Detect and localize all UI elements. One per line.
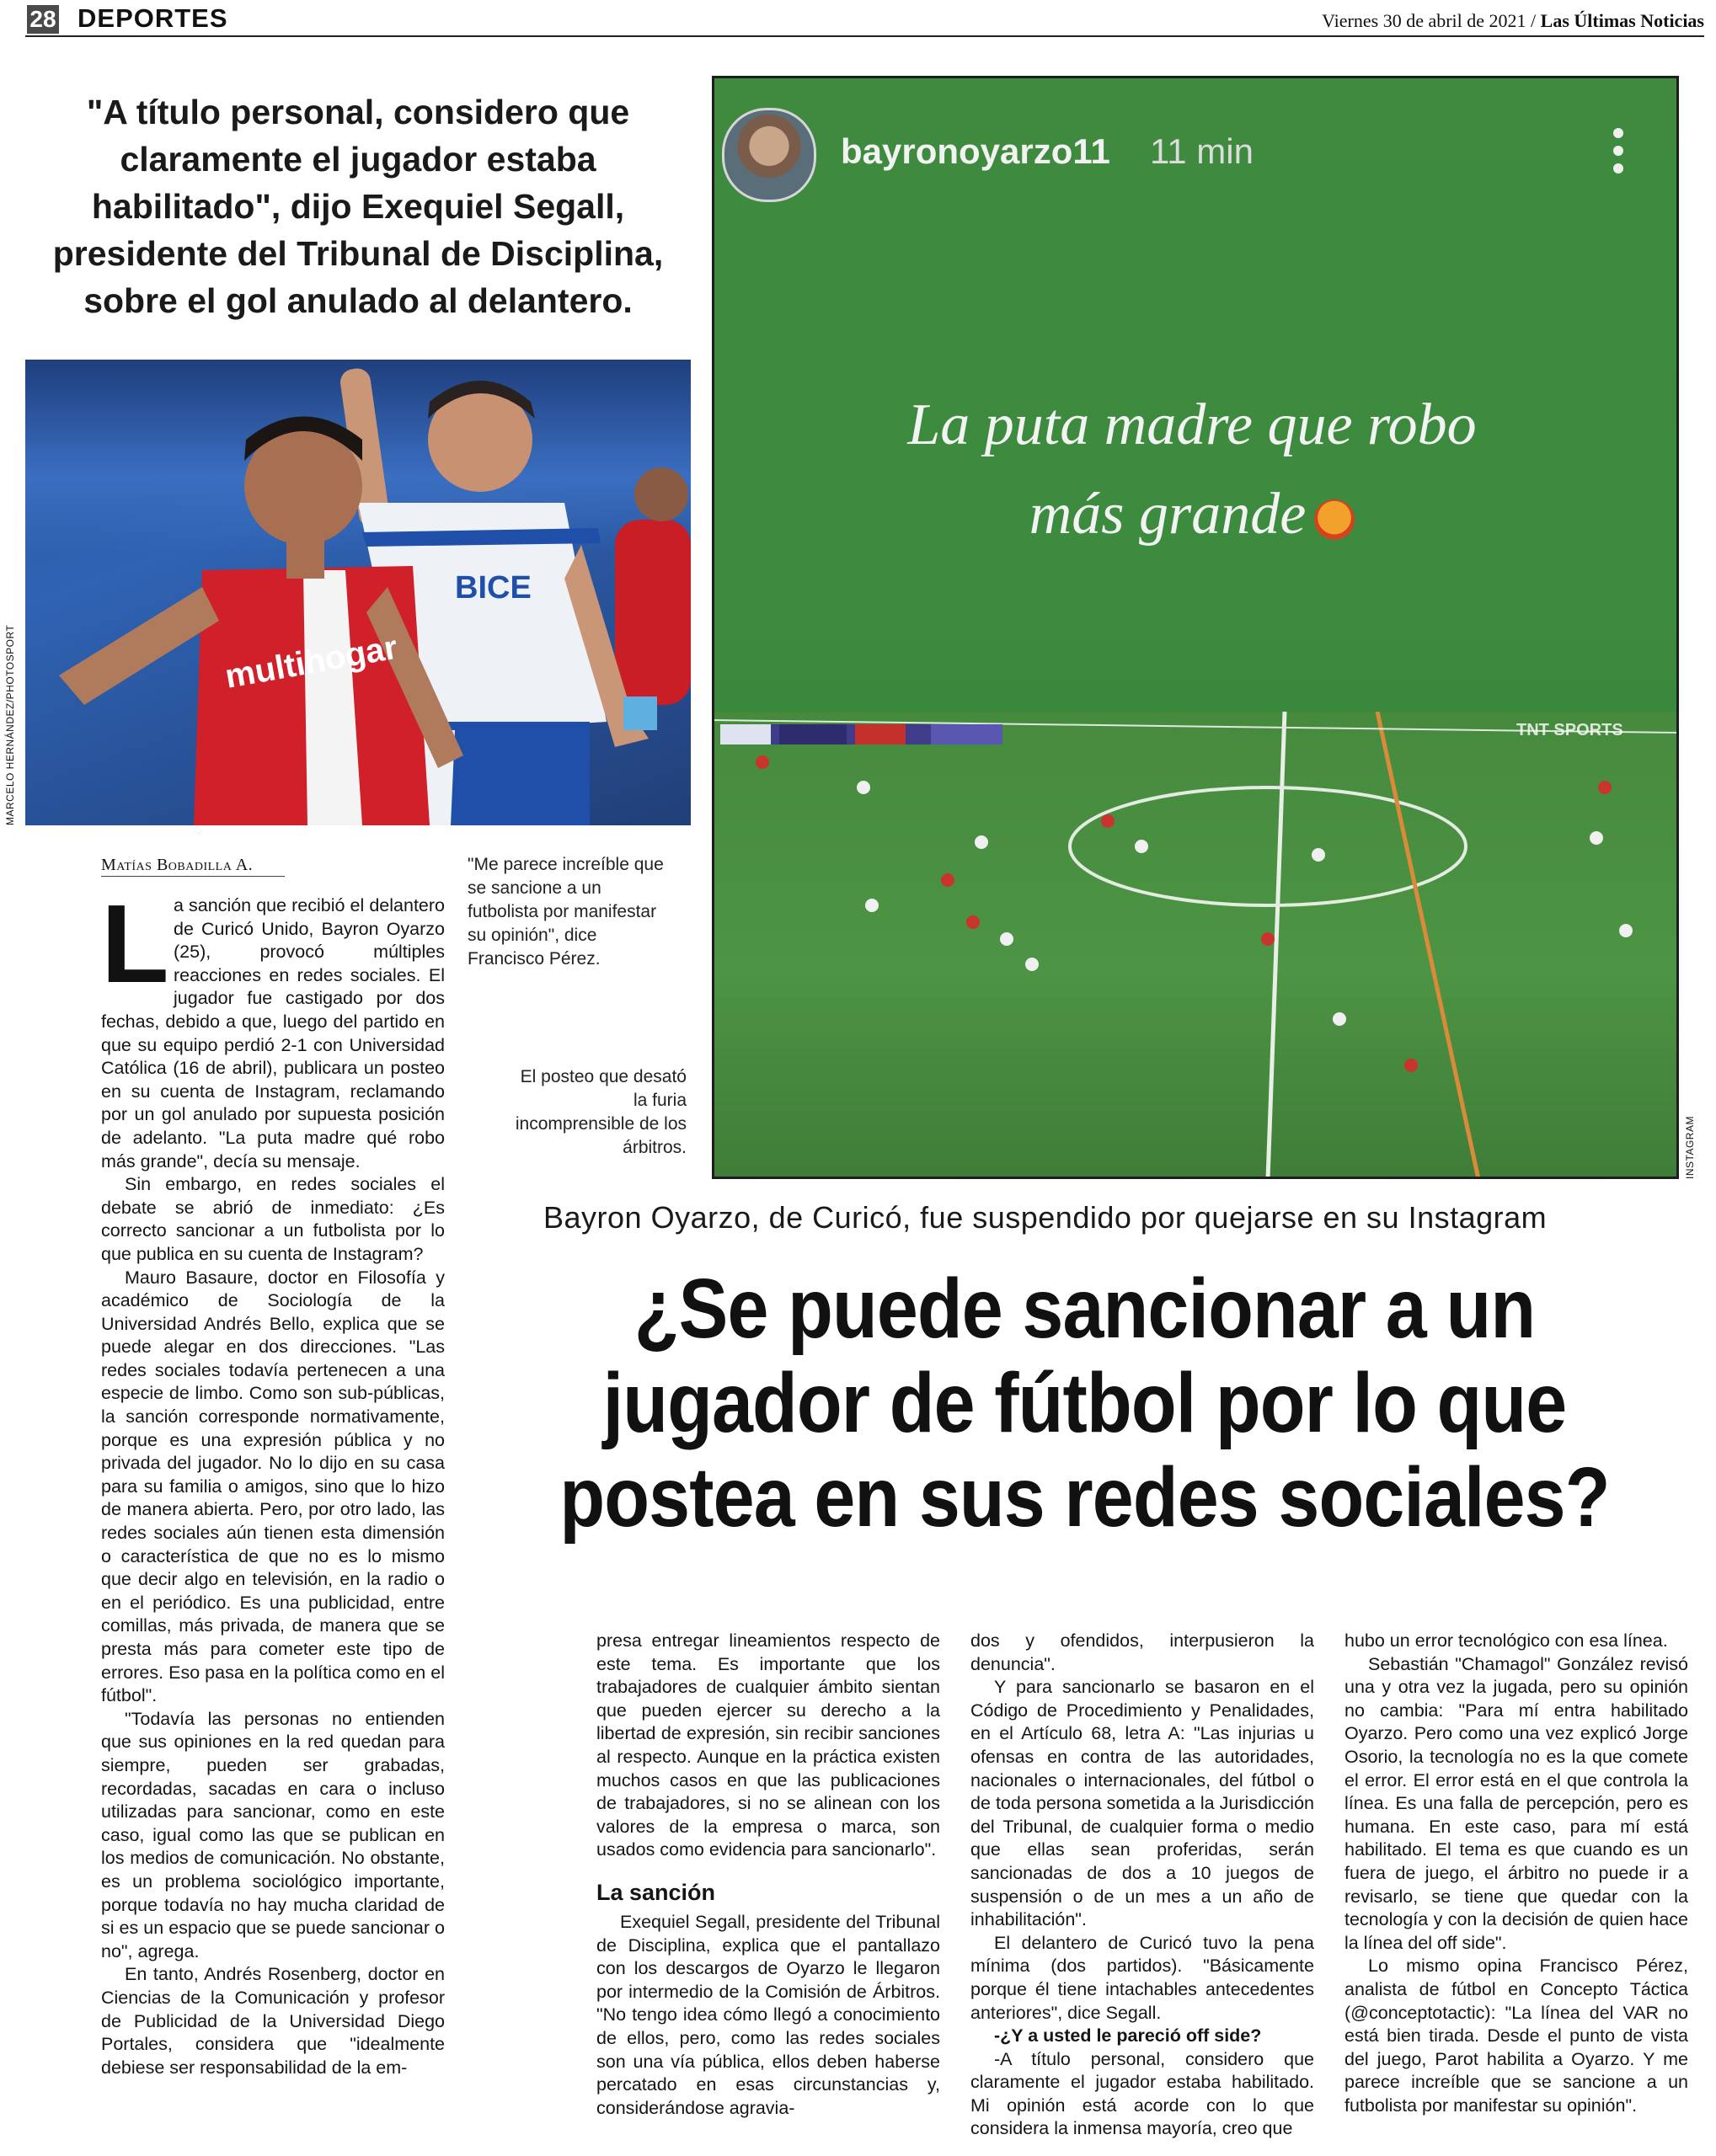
article-paragraph: -A título personal, considero que claramente el jugador estaba habilitado. Mi opinión está acorde con lo que considera la inmensa mayoría, creo que (970, 2048, 1314, 2139)
jersey-sponsor-left: multihogar (222, 628, 401, 696)
article-paragraph: dos y ofendidos, interpusieron la denuncia". (970, 1630, 1314, 1674)
match-photo (25, 360, 691, 825)
section-title: DEPORTES (78, 3, 228, 33)
byline-rule (101, 876, 285, 877)
headline: ¿Se puede sancionar a un jugador de fútbol por lo que postea en sus redes sociales? (559, 1262, 1610, 1545)
issue-date: Viernes 30 de abril de 2021 (1322, 10, 1526, 31)
byline: Matías Bobadilla A. (101, 856, 254, 874)
jersey-sponsor-right: BICE (455, 570, 532, 606)
article-column-2 (596, 1630, 940, 2120)
deck: Bayron Oyarzo, de Curicó, fue suspendido por quejarse en su Instagram (543, 1200, 1548, 1235)
article-paragraph: "Todavía las personas no entienden que sus opiniones en la red quedan para siempre, pueden ser grabadas, recordadas, sacadas en cara o incluso utilizadas para sancionar, como en este caso, igual como las que se publican en los medios de comunicación. No obstante, es un problema sociológico importante, porque todavía no hay mucha claridad de si es un espacio que se puede sancionar o no", agrega. (101, 1708, 445, 1961)
players-illustration (25, 360, 691, 825)
article-paragraph: Exequiel Segall, presidente del Tribunal de Disciplina, explica que el pantallazo con los descargos de Oyarzo le llegaron por intermedio de la Comisión de Árbitros. "No tengo idea cómo llegó a conocimiento de ellos, pero, como las redes sociales son una vía pública, ellos deben haberse percatado en esas circunstancias y, considerándose agravia- (596, 1911, 940, 2118)
article-paragraph: Lo mismo opina Francisco Pérez, analista de fútbol en Concepto Táctica (@conceptotactic): "La línea del VAR no está bien tirada. Desde el punto de vista del juego, Parot habilita a Oyarzo. Y me parece increíble que se sancione a un futbolista por manifestar su opinión". (1344, 1956, 1688, 2116)
article-paragraph: Mauro Basaure, doctor en Filosofía y académico de Sociología de la Universidad Andrés Bello, explica que se puede alegar en dos direcciones. "Las redes sociales todavía pertenecen a una especie de limbo. Como son sub-públicas, la sanción corresponde normativamente, porque es una expresión pública y no privada del jugador. No lo dijo en su casa para su familia o amigos, sino que lo hizo de manera abierta. Pero, por otro lado, las redes sociales aún tienen esta dimensión o característica de que no es lo mismo que decir algo en televisión, en la radio o en el periódico. Es una publicidad, entre comillas, más privada, de manera que se presta más para cometer este tipo de errores. Eso pasa en la política como en el fútbol". (101, 1267, 445, 1706)
post-time: 11 min (1150, 131, 1254, 171)
article-paragraph: Sin embargo, en redes sociales el debate se abrió de inmediato: ¿Es correcto sancionar a un futbolista por lo que publica en su cuenta de Instagram? (101, 1174, 445, 1264)
article-paragraph: presa entregar lineamientos respecto de este tema. Es importante que los trabajadores de cualquier ámbito sientan que pueden ejercer su derecho a la libertad de expresión, sin recibir sanciones al respecto. Aunque en la práctica existen muchos casos en que las publicaciones de trabajadores, si no se alinean con los valores de la empresa o marca, son usados como evidencia para sancionarlo". (596, 1630, 940, 1860)
pull-quote: "A título personal, considero que claramente el jugador estaba habilitado", dijo Exequiel Segall, presidente del Tribunal de Disciplina, sobre el gol anulado al delantero. (52, 93, 664, 320)
instagram-story-screenshot (712, 76, 1679, 1179)
article-paragraph: En tanto, Andrés Rosenberg, doctor en Ciencias de la Comunicación y profesor de Publicidad de la Universidad Diego Portales, considera que "idealmente debiese ser responsabilidad de la em- (101, 1964, 445, 2078)
article-column-4 (1344, 1630, 1688, 2117)
article-column-3 (970, 1630, 1314, 2141)
tv-channel-logo: TNT SPORTS (1516, 721, 1623, 739)
article-paragraph: Sebastián "Chamagol" González revisó una y otra vez la jugada, pero su opinión no cambia: "Para mí entra habilitado Oyarzo. Pero como una vez explicó Jorge Osorio, la tecnología no es la que comete el error. El error está en el que controla la línea. Es una falla de percepción, pero es humana. En este caso, para mí está habilitado. El tema es que cuando es un fuera de juego, el árbitro no puede ir a revisarlo, se tiene que quedar con la tecnología y con la decisión de quien hace la línea del off side". (1344, 1653, 1688, 1953)
article-column-1 (101, 882, 445, 2079)
article-paragraph: Y para sancionarlo se basaron en el Código de Procedimiento y Penalidades, en el Artículo 68, letra A: "Las injurias u ofensas en contra de las autoridades, nacionales o internacionales, del fútbol o de toda persona sometida a la Jurisdicción del Tribunal, de cualquier forma o medio que ellas sean proferidas, serán sancionadas de dos a 10 juegos de suspensión o de un mes a un año de inhabilitación". (970, 1677, 1314, 1930)
interview-question: -¿Y a usted le pareció off side? (994, 2025, 1262, 2047)
dateline (1322, 8, 1704, 34)
date-separator: / (1531, 10, 1537, 31)
instagram-caption: El posteo que desató la furia incomprensible de los árbitros. (515, 1067, 687, 1157)
photo-caption-quote: "Me parece increíble que se sancione a un futbolista por manifestar su opinión", dice Francisco Pérez. (468, 855, 664, 969)
page-number: 28 (27, 5, 59, 34)
subheading: La sanción (596, 1879, 716, 1905)
article-paragraph: a sanción que recibió el delantero de Curicó Unido, Bayron Oyarzo (25), provocó múltiples reacciones en redes sociales. El jugador fue castigado por dos fechas, debido a que, luego del partido en que su equipo perdió 2-1 con Universidad Católica (16 de abril), publicara un posteo en su cuenta de Instagram, reclamando por un gol anulado por supuesta posición de adelanto. "La puta madre qué robo más grande", decía su mensaje. (101, 895, 445, 1171)
header-rule (25, 35, 1704, 37)
drop-cap: L (101, 882, 169, 1006)
article-paragraph: El delantero de Curicó tuvo la pena mínima (dos partidos). "Básicamente porque él tiene intachables antecedentes anteriores", dice Segall. (970, 1932, 1314, 2023)
story-caption-line-1: La puta madre que robo (907, 392, 1477, 457)
newspaper-name: Las Últimas Noticias (1540, 10, 1704, 31)
article-paragraph: hubo un error tecnológico con esa línea. (1344, 1630, 1668, 1651)
instagram-username: bayronoyarzo11 (841, 131, 1110, 171)
story-caption-line-2: más grande (1029, 482, 1307, 547)
